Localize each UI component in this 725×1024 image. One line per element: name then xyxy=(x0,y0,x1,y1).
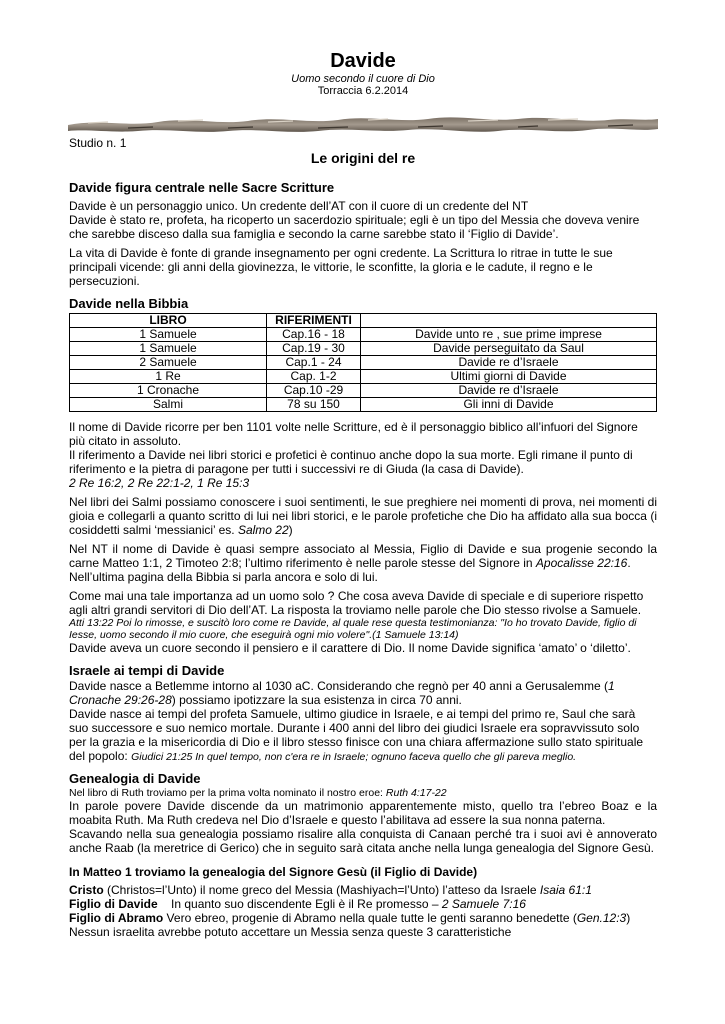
table-header-row xyxy=(70,314,657,328)
paragraph-text: Davide nasce ai tempi del profeta Samuele, ultimo giudice in Israele, e ai tempi del primo re, Saul che sarà suo successore e suo nemico mortale. Durante i 400 anni del libro dei giudici Israele era sopravvissuto solo per la grazia e la misericordia di Dio e il libro stesso finisce con una chiara affermazione sullo stato spirituale del popolo: xyxy=(69,707,644,763)
paragraph-text: Nel libro di Ruth troviamo per la prima volta nominato il nostro eroe: xyxy=(69,787,386,799)
bible-table xyxy=(69,313,657,412)
table-cell: Ultimi giorni di Davide xyxy=(361,370,657,384)
table-cell: Davide re d’Israele xyxy=(361,356,657,370)
scripture-reference: 2 Re 16:2, 2 Re 22:1-2, 1 Re 15:3 xyxy=(69,476,250,490)
paragraph: Il nome di Davide ricorre per ben 1101 volte nelle Scritture, ed è il personaggio biblico all’infuori del Signore più citato in assoluto. xyxy=(69,420,638,448)
table-cell: 1 Cronache xyxy=(70,384,267,398)
scripture-reference: Ruth 4:17-22 xyxy=(385,787,447,799)
scripture-reference: Salmo 22 xyxy=(237,523,289,537)
table-row xyxy=(70,328,657,342)
table-row xyxy=(70,384,657,398)
paragraph: In parole povere Davide discende da un matrimonio apparentemente misto, quello tra l’ebreo Boaz e la moabita Ruth. Ma Ruth credeva nel Dio d’Israele e questo l’abilitava ad essere la sua nonna paterna. xyxy=(69,799,657,827)
paragraph-text: Davide nasce a Betlemme intorno al 1030 aC. Considerando che regnò per 40 anni a Gerusalemme ( xyxy=(69,679,608,693)
table-row xyxy=(70,370,657,384)
paragraph: Davide aveva un cuore secondo il pensiero e il carattere di Dio. Il nome Davide significa ‘amato’ o ‘diletto’. xyxy=(69,641,631,655)
document-subtitle: Uomo secondo il cuore di Dio xyxy=(291,73,435,85)
scripture-reference: Isaia 61:1 xyxy=(539,883,592,897)
paragraph-text: . xyxy=(627,556,631,570)
paragraph-text: ) xyxy=(288,523,293,537)
table-row xyxy=(70,356,657,370)
section-heading: Davide figura centrale nelle Sacre Scritture xyxy=(69,180,335,195)
paragraph: Davide è un personaggio unico. Un credente dell’AT con il cuore di un credente del NT xyxy=(69,199,529,213)
paragraph-text: In quanto suo discendente Egli è il Re promesso – xyxy=(157,897,442,911)
table-cell: Cap.10 -29 xyxy=(267,384,361,398)
chapter-title: Le origini del re xyxy=(310,150,416,166)
scripture-reference: 1 Cronache 29:26-28 xyxy=(69,679,615,707)
scripture-reference: 2 Samuele 7:16 xyxy=(441,897,526,911)
paragraph: Nell’ultima pagina della Bibbia si parla ancora e solo di lui. xyxy=(69,570,378,584)
table-cell: 1 Samuele xyxy=(70,328,267,342)
paragraph: Il riferimento a Davide nei libri storici e profetici è continuo anche dopo la sua morte. Egli rimane il punto di riferimento e la pietra di paragone per tutti i successivi re di Giuda (la casa di Davide). xyxy=(69,448,633,476)
genealogy-line xyxy=(69,911,657,925)
paragraph: Come mai una tale importanza ad un uomo solo ? Che cosa aveva Davide di speciale e di superiore rispetto agli altri grandi servitori di Dio dell’AT. La risposta la troviamo nelle parole che Dio stesso rivolse a Samuele. xyxy=(69,589,644,617)
paragraph-text: ) xyxy=(626,911,631,925)
section-heading: In Matteo 1 troviamo la genealogia del Signore Gesù (il Figlio di Davide) xyxy=(69,865,478,879)
paragraph-text: (Christos=l’Unto) il nome greco del Messia (Mashiyach=l’Unto) l’atteso da Israele xyxy=(103,883,540,897)
paragraph-text: Vero ebreo, progenie di Abramo nella quale tutte le genti saranno benedette ( xyxy=(163,911,577,925)
section-heading: Genealogia di Davide xyxy=(69,771,201,786)
genealogy-line xyxy=(69,897,657,911)
table-cell: 1 Re xyxy=(70,370,267,384)
paragraph-text: Nel NT il nome di Davide è quasi sempre associato al Messia, Figlio di Davide e sua progenie secondo la carne Matteo 1:1, 2 Timoteo 2:8; l’ultimo riferimento è nelle parole stesse del Signore in xyxy=(69,542,657,570)
paragraph xyxy=(69,679,657,707)
table-cell: Cap.19 - 30 xyxy=(267,342,361,356)
table-cell: Salmi xyxy=(70,398,267,412)
document-title: Davide xyxy=(330,50,396,72)
table-cell: 2 Samuele xyxy=(70,356,267,370)
paragraph: La vita di Davide è fonte di grande insegnamento per ogni credente. La Scrittura lo ritrae in tutte le sue principali vicende: gli anni della giovinezza, le vittorie, le sconfitte, la gloria e le cadute, il regno e le persecuzioni. xyxy=(69,246,613,288)
table-cell: Davide perseguitato da Saul xyxy=(361,342,657,356)
paragraph: Nessun israelita avrebbe potuto accettare un Messia senza queste 3 caratteristiche xyxy=(69,925,512,939)
study-number: Studio n. 1 xyxy=(69,136,127,150)
document-header xyxy=(69,50,657,97)
section-heading: Davide nella Bibbia xyxy=(69,296,189,311)
table-cell: Cap.1 - 24 xyxy=(267,356,361,370)
paragraph: Davide è stato re, profeta, ha ricoperto un sacerdozio spirituale; egli è un tipo del Messia che doveva venire che sarebbe disceso dalla sua famiglia e secondo la carne sarebbe stato il ‘Figlio di Davide’. xyxy=(69,213,640,241)
table-cell: 1 Samuele xyxy=(70,342,267,356)
term: Figlio di Abramo xyxy=(69,911,164,925)
table-header-cell: RIFERIMENTI xyxy=(267,314,361,328)
document-body xyxy=(69,180,657,939)
section-heading: Israele ai tempi di Davide xyxy=(69,663,225,678)
scripture-quote: Giudici 21:25 In quel tempo, non c'era re in Israele; ognuno faceva quello che gli pareva meglio. xyxy=(131,751,577,763)
scripture-quote: Atti 13:22 Poi lo rimosse, e suscitò loro come re Davide, al quale rese questa testimonianza: "Io ho trovato Davide, figlio di Iesse, uomo secondo il mio cuore, che eseguirà ogni mio volere".(1 Samuele 13:14) xyxy=(69,617,637,641)
table-row xyxy=(70,398,657,412)
genealogy-line xyxy=(69,883,657,897)
table-header-cell xyxy=(361,314,657,328)
table-cell: Davide re d’Israele xyxy=(361,384,657,398)
document-date: Torraccia 6.2.2014 xyxy=(317,85,409,97)
table-cell: 78 su 150 xyxy=(267,398,361,412)
term: Figlio di Davide xyxy=(69,897,158,911)
paragraph xyxy=(69,495,657,537)
paragraph-text: Nel libri dei Salmi possiamo conoscere i suoi sentimenti, le sue preghiere nei momenti di prova, nei momenti di gioia e collegarli a quanto scritto di lui nei libri storici, e le parole profetiche che Dio ha affidato alla sua bocca (i cosiddetti salmi ‘messianici’ es. xyxy=(69,495,657,537)
term: Cristo xyxy=(69,883,104,897)
decorative-banner xyxy=(68,113,658,135)
table-cell: Davide unto re , sue prime imprese xyxy=(361,328,657,342)
scripture-reference: Apocalisse 22:16 xyxy=(535,556,628,570)
table-cell: Cap. 1-2 xyxy=(267,370,361,384)
paragraph xyxy=(69,542,657,570)
paragraph-text: ) possiamo ipotizzare la sua esistenza in circa 70 anni. xyxy=(171,693,462,707)
paragraph: Scavando nella sua genealogia possiamo risalire alla conquista di Canaan perché tra i suoi avi è annoverato anche Raab (la meretrice di Gerico) che in seguito sarà citata anche nella lunga genealogia del Signore Gesù. xyxy=(69,827,657,855)
paragraph xyxy=(69,787,657,799)
table-cell: Gli inni di Davide xyxy=(361,398,657,412)
paragraph xyxy=(69,707,657,763)
table-cell: Cap.16 - 18 xyxy=(267,328,361,342)
scripture-reference: Gen.12:3 xyxy=(576,911,627,925)
table-row xyxy=(70,342,657,356)
table-header-cell: LIBRO xyxy=(70,314,267,328)
